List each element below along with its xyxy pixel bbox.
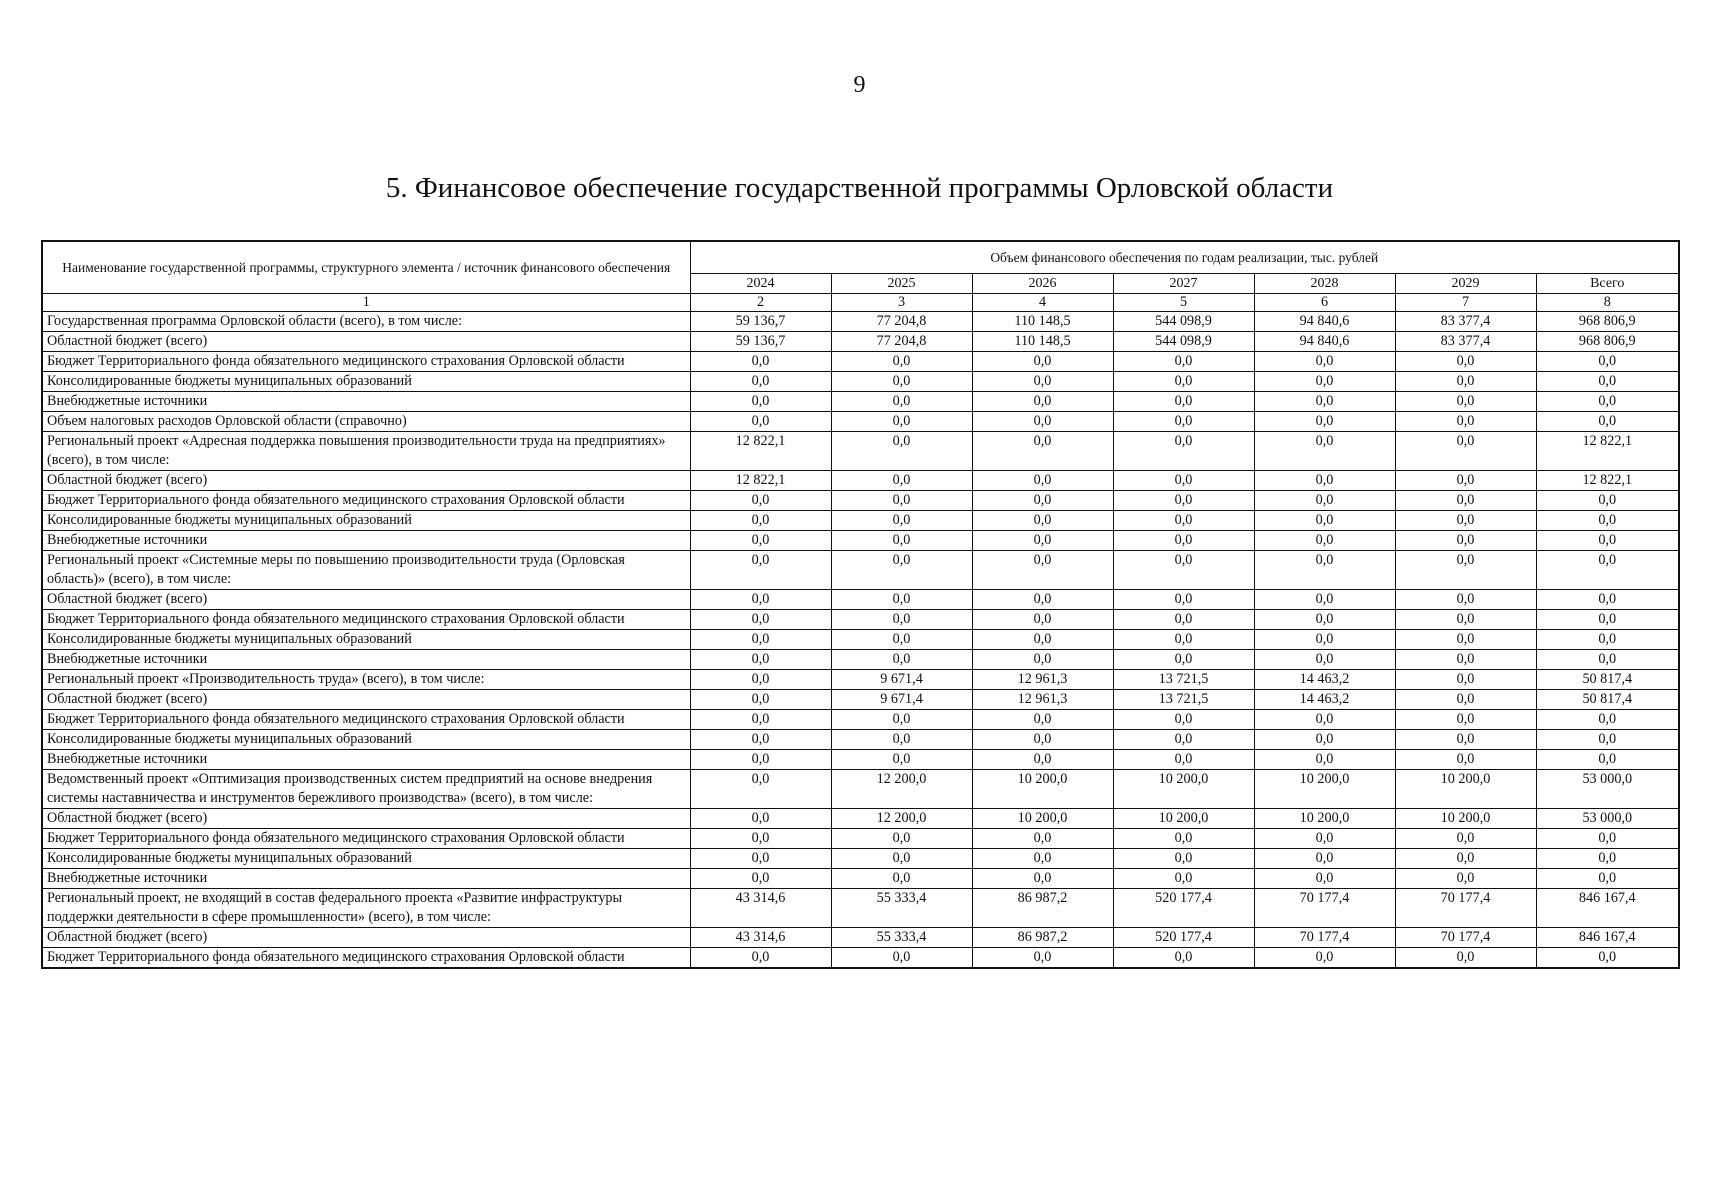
total-value-cell: 0,0 (1536, 372, 1679, 392)
value-cell: 0,0 (972, 372, 1113, 392)
table-row (42, 730, 1679, 750)
value-cell: 12 961,3 (972, 670, 1113, 690)
value-cell: 0,0 (1254, 829, 1395, 849)
row-name-cell: Консолидированные бюджеты муниципальных образований (42, 849, 690, 869)
value-cell: 43 314,6 (690, 928, 831, 948)
total-value-cell: 0,0 (1536, 392, 1679, 412)
value-cell: 10 200,0 (1254, 770, 1395, 809)
value-cell: 0,0 (1395, 948, 1536, 969)
value-cell: 0,0 (690, 829, 831, 849)
page-title: 5. Финансовое обеспечение государственной программы Орловской области (385, 172, 1334, 204)
value-cell: 77 204,8 (831, 312, 972, 332)
value-cell: 12 822,1 (690, 471, 831, 491)
year-header: 2024 (690, 274, 831, 294)
value-cell: 13 721,5 (1113, 690, 1254, 710)
total-value-cell: 0,0 (1536, 750, 1679, 770)
value-cell: 0,0 (1395, 352, 1536, 372)
value-cell: 0,0 (690, 392, 831, 412)
value-cell: 14 463,2 (1254, 670, 1395, 690)
value-cell: 0,0 (972, 869, 1113, 889)
row-name-cell: Областной бюджет (всего) (42, 928, 690, 948)
value-cell: 0,0 (1254, 948, 1395, 969)
table-row (42, 630, 1679, 650)
value-cell: 0,0 (1395, 511, 1536, 531)
value-cell: 0,0 (690, 869, 831, 889)
value-cell: 0,0 (690, 491, 831, 511)
value-cell: 520 177,4 (1113, 928, 1254, 948)
value-cell: 0,0 (690, 551, 831, 590)
table-row (42, 610, 1679, 630)
value-cell: 0,0 (1254, 412, 1395, 432)
value-cell: 0,0 (831, 352, 972, 372)
year-header: 2028 (1254, 274, 1395, 294)
value-cell: 86 987,2 (972, 928, 1113, 948)
table-row (42, 650, 1679, 670)
column-number: 5 (1113, 294, 1254, 312)
total-value-cell: 0,0 (1536, 869, 1679, 889)
value-cell: 0,0 (831, 412, 972, 432)
value-cell: 59 136,7 (690, 332, 831, 352)
value-cell: 77 204,8 (831, 332, 972, 352)
value-cell: 0,0 (972, 392, 1113, 412)
value-cell: 0,0 (1395, 432, 1536, 471)
value-cell: 83 377,4 (1395, 332, 1536, 352)
value-cell: 0,0 (1395, 630, 1536, 650)
page-number: 9 (853, 72, 866, 98)
value-cell: 0,0 (831, 730, 972, 750)
value-cell: 0,0 (1113, 491, 1254, 511)
row-name-cell: Консолидированные бюджеты муниципальных образований (42, 730, 690, 750)
value-cell: 10 200,0 (972, 770, 1113, 809)
value-cell: 0,0 (972, 432, 1113, 471)
value-cell: 0,0 (1113, 432, 1254, 471)
row-name-cell: Внебюджетные источники (42, 531, 690, 551)
value-cell: 110 148,5 (972, 312, 1113, 332)
value-cell: 0,0 (972, 531, 1113, 551)
value-cell: 0,0 (1113, 710, 1254, 730)
total-value-cell: 846 167,4 (1536, 928, 1679, 948)
header-name-cell: Наименование государственной программы, структурного элемента / источник финансового обеспечения (42, 241, 690, 294)
total-value-cell: 0,0 (1536, 412, 1679, 432)
year-header: 2027 (1113, 274, 1254, 294)
value-cell: 0,0 (831, 710, 972, 730)
table-row (42, 412, 1679, 432)
value-cell: 9 671,4 (831, 690, 972, 710)
value-cell: 110 148,5 (972, 332, 1113, 352)
value-cell: 0,0 (972, 750, 1113, 770)
row-name-cell: Региональный проект, не входящий в состав федерального проекта «Развитие инфраструктуры поддержки деятельности в сфере промышленности» (всего), в том числе: (42, 889, 690, 928)
value-cell: 10 200,0 (1113, 770, 1254, 809)
value-cell: 0,0 (1254, 610, 1395, 630)
value-cell: 0,0 (972, 491, 1113, 511)
value-cell: 70 177,4 (1254, 928, 1395, 948)
total-value-cell: 968 806,9 (1536, 312, 1679, 332)
value-cell: 0,0 (831, 849, 972, 869)
value-cell: 0,0 (1113, 630, 1254, 650)
value-cell: 0,0 (1113, 412, 1254, 432)
table-row (42, 332, 1679, 352)
value-cell: 520 177,4 (1113, 889, 1254, 928)
table-row (42, 432, 1679, 471)
value-cell: 0,0 (972, 352, 1113, 372)
value-cell: 0,0 (1254, 869, 1395, 889)
column-number: 6 (1254, 294, 1395, 312)
value-cell: 0,0 (1254, 630, 1395, 650)
value-cell: 0,0 (1395, 491, 1536, 511)
table-row (42, 590, 1679, 610)
table-body (42, 312, 1679, 969)
value-cell: 13 721,5 (1113, 670, 1254, 690)
column-number: 1 (42, 294, 690, 312)
value-cell: 0,0 (690, 610, 831, 630)
value-cell: 10 200,0 (1254, 809, 1395, 829)
value-cell: 0,0 (972, 610, 1113, 630)
value-cell: 0,0 (1254, 750, 1395, 770)
value-cell: 0,0 (690, 710, 831, 730)
value-cell: 0,0 (1395, 690, 1536, 710)
value-cell: 0,0 (1395, 869, 1536, 889)
value-cell: 0,0 (1113, 471, 1254, 491)
total-value-cell: 0,0 (1536, 849, 1679, 869)
value-cell: 0,0 (1395, 650, 1536, 670)
value-cell: 0,0 (1395, 849, 1536, 869)
value-cell: 0,0 (690, 590, 831, 610)
value-cell: 0,0 (972, 829, 1113, 849)
value-cell: 0,0 (1395, 730, 1536, 750)
total-value-cell: 50 817,4 (1536, 690, 1679, 710)
value-cell: 0,0 (972, 948, 1113, 969)
total-value-cell: 0,0 (1536, 829, 1679, 849)
value-cell: 0,0 (1254, 471, 1395, 491)
value-cell: 544 098,9 (1113, 312, 1254, 332)
value-cell: 94 840,6 (1254, 332, 1395, 352)
row-name-cell: Объем налоговых расходов Орловской области (справочно) (42, 412, 690, 432)
value-cell: 0,0 (1113, 650, 1254, 670)
value-cell: 0,0 (831, 511, 972, 531)
value-cell: 0,0 (690, 730, 831, 750)
value-cell: 0,0 (831, 869, 972, 889)
value-cell: 0,0 (831, 471, 972, 491)
value-cell: 0,0 (1395, 710, 1536, 730)
value-cell: 0,0 (972, 650, 1113, 670)
table-row (42, 948, 1679, 969)
total-value-cell: 0,0 (1536, 710, 1679, 730)
value-cell: 0,0 (1395, 412, 1536, 432)
value-cell: 0,0 (831, 372, 972, 392)
column-number: 8 (1536, 294, 1679, 312)
value-cell: 0,0 (1113, 352, 1254, 372)
value-cell: 0,0 (1113, 750, 1254, 770)
total-header: Всего (1536, 274, 1679, 294)
value-cell: 0,0 (1395, 829, 1536, 849)
value-cell: 10 200,0 (1113, 809, 1254, 829)
row-name-cell: Консолидированные бюджеты муниципальных образований (42, 372, 690, 392)
total-value-cell: 0,0 (1536, 590, 1679, 610)
total-value-cell: 53 000,0 (1536, 770, 1679, 809)
row-name-cell: Региональный проект «Адресная поддержка повышения производительности труда на предприятиях» (всего), в том числе: (42, 432, 690, 471)
row-name-cell: Областной бюджет (всего) (42, 809, 690, 829)
value-cell: 12 961,3 (972, 690, 1113, 710)
value-cell: 0,0 (1395, 590, 1536, 610)
value-cell: 43 314,6 (690, 889, 831, 928)
value-cell: 70 177,4 (1254, 889, 1395, 928)
table-row (42, 551, 1679, 590)
row-name-cell: Консолидированные бюджеты муниципальных образований (42, 511, 690, 531)
year-header: 2026 (972, 274, 1113, 294)
total-value-cell: 0,0 (1536, 531, 1679, 551)
value-cell: 0,0 (1254, 531, 1395, 551)
value-cell: 0,0 (1113, 829, 1254, 849)
total-value-cell: 0,0 (1536, 511, 1679, 531)
value-cell: 0,0 (1113, 511, 1254, 531)
value-cell: 12 200,0 (831, 770, 972, 809)
value-cell: 0,0 (1254, 491, 1395, 511)
row-name-cell: Бюджет Территориального фонда обязательного медицинского страхования Орловской области (42, 491, 690, 511)
value-cell: 0,0 (1254, 432, 1395, 471)
value-cell: 0,0 (1113, 551, 1254, 590)
column-number: 7 (1395, 294, 1536, 312)
value-cell: 0,0 (1113, 948, 1254, 969)
table-row (42, 352, 1679, 372)
row-name-cell: Внебюджетные источники (42, 750, 690, 770)
value-cell: 0,0 (831, 432, 972, 471)
value-cell: 0,0 (690, 511, 831, 531)
value-cell: 0,0 (831, 491, 972, 511)
year-header: 2029 (1395, 274, 1536, 294)
value-cell: 0,0 (1395, 531, 1536, 551)
row-name-cell: Областной бюджет (всего) (42, 690, 690, 710)
row-name-cell: Областной бюджет (всего) (42, 471, 690, 491)
value-cell: 0,0 (1395, 372, 1536, 392)
value-cell: 0,0 (1254, 392, 1395, 412)
financing-table (41, 240, 1680, 969)
value-cell: 0,0 (972, 630, 1113, 650)
value-cell: 0,0 (831, 948, 972, 969)
row-name-cell: Областной бюджет (всего) (42, 590, 690, 610)
total-value-cell: 0,0 (1536, 352, 1679, 372)
total-value-cell: 968 806,9 (1536, 332, 1679, 352)
row-name-cell: Областной бюджет (всего) (42, 332, 690, 352)
total-value-cell: 0,0 (1536, 730, 1679, 750)
row-name-cell: Бюджет Территориального фонда обязательного медицинского страхования Орловской области (42, 352, 690, 372)
value-cell: 0,0 (1254, 849, 1395, 869)
table-row (42, 889, 1679, 928)
value-cell: 0,0 (1113, 610, 1254, 630)
value-cell: 0,0 (1254, 650, 1395, 670)
value-cell: 0,0 (690, 750, 831, 770)
total-value-cell: 0,0 (1536, 491, 1679, 511)
value-cell: 0,0 (1254, 710, 1395, 730)
value-cell: 0,0 (972, 710, 1113, 730)
value-cell: 10 200,0 (1395, 770, 1536, 809)
value-cell: 0,0 (1254, 352, 1395, 372)
row-name-cell: Бюджет Территориального фонда обязательного медицинского страхования Орловской области (42, 710, 690, 730)
value-cell: 0,0 (1254, 730, 1395, 750)
column-number: 2 (690, 294, 831, 312)
table-row (42, 690, 1679, 710)
value-cell: 0,0 (690, 352, 831, 372)
total-value-cell: 0,0 (1536, 650, 1679, 670)
value-cell: 0,0 (1395, 471, 1536, 491)
row-name-cell: Региональный проект «Производительность труда» (всего), в том числе: (42, 670, 690, 690)
value-cell: 0,0 (1395, 610, 1536, 630)
value-cell: 0,0 (1254, 511, 1395, 531)
value-cell: 544 098,9 (1113, 332, 1254, 352)
table-row (42, 312, 1679, 332)
value-cell: 0,0 (831, 750, 972, 770)
table-row (42, 750, 1679, 770)
value-cell: 0,0 (1254, 551, 1395, 590)
value-cell: 0,0 (1113, 372, 1254, 392)
value-cell: 70 177,4 (1395, 889, 1536, 928)
value-cell: 55 333,4 (831, 928, 972, 948)
value-cell: 0,0 (972, 471, 1113, 491)
value-cell: 9 671,4 (831, 670, 972, 690)
value-cell: 59 136,7 (690, 312, 831, 332)
value-cell: 0,0 (690, 372, 831, 392)
total-value-cell: 0,0 (1536, 610, 1679, 630)
row-name-cell: Региональный проект «Системные меры по повышению производительности труда (Орловская область)» (всего), в том числе: (42, 551, 690, 590)
value-cell: 0,0 (831, 590, 972, 610)
value-cell: 0,0 (1113, 869, 1254, 889)
table-row (42, 670, 1679, 690)
total-value-cell: 50 817,4 (1536, 670, 1679, 690)
value-cell: 0,0 (831, 610, 972, 630)
table-row (42, 372, 1679, 392)
column-number-row (42, 294, 1679, 312)
total-value-cell: 53 000,0 (1536, 809, 1679, 829)
value-cell: 0,0 (690, 948, 831, 969)
value-cell: 0,0 (1113, 392, 1254, 412)
value-cell: 0,0 (831, 630, 972, 650)
value-cell: 0,0 (1395, 750, 1536, 770)
value-cell: 0,0 (831, 551, 972, 590)
value-cell: 0,0 (690, 849, 831, 869)
value-cell: 0,0 (1395, 670, 1536, 690)
value-cell: 94 840,6 (1254, 312, 1395, 332)
value-cell: 0,0 (831, 829, 972, 849)
value-cell: 0,0 (690, 690, 831, 710)
year-header: 2025 (831, 274, 972, 294)
value-cell: 0,0 (972, 730, 1113, 750)
table-row (42, 928, 1679, 948)
value-cell: 0,0 (690, 412, 831, 432)
column-number: 3 (831, 294, 972, 312)
row-name-cell: Бюджет Территориального фонда обязательного медицинского страхования Орловской области (42, 948, 690, 969)
table-row (42, 869, 1679, 889)
table-row (42, 392, 1679, 412)
value-cell: 10 200,0 (972, 809, 1113, 829)
value-cell: 12 822,1 (690, 432, 831, 471)
row-name-cell: Бюджет Территориального фонда обязательного медицинского страхования Орловской области (42, 829, 690, 849)
value-cell: 0,0 (1113, 849, 1254, 869)
value-cell: 70 177,4 (1395, 928, 1536, 948)
value-cell: 0,0 (831, 531, 972, 551)
value-cell: 14 463,2 (1254, 690, 1395, 710)
row-name-cell: Внебюджетные источники (42, 650, 690, 670)
value-cell: 0,0 (1113, 531, 1254, 551)
value-cell: 0,0 (690, 650, 831, 670)
value-cell: 0,0 (1113, 590, 1254, 610)
total-value-cell: 12 822,1 (1536, 471, 1679, 491)
header-volume-cell: Объем финансового обеспечения по годам реализации, тыс. рублей (690, 241, 1679, 274)
value-cell: 0,0 (690, 531, 831, 551)
row-name-cell: Государственная программа Орловской области (всего), в том числе: (42, 312, 690, 332)
total-value-cell: 0,0 (1536, 630, 1679, 650)
total-value-cell: 0,0 (1536, 551, 1679, 590)
total-value-cell: 846 167,4 (1536, 889, 1679, 928)
table-row (42, 770, 1679, 809)
value-cell: 0,0 (1254, 590, 1395, 610)
row-name-cell: Внебюджетные источники (42, 392, 690, 412)
table-row (42, 710, 1679, 730)
value-cell: 0,0 (690, 770, 831, 809)
row-name-cell: Консолидированные бюджеты муниципальных образований (42, 630, 690, 650)
value-cell: 0,0 (972, 590, 1113, 610)
value-cell: 0,0 (1113, 730, 1254, 750)
value-cell: 83 377,4 (1395, 312, 1536, 332)
value-cell: 10 200,0 (1395, 809, 1536, 829)
row-name-cell: Бюджет Территориального фонда обязательного медицинского страхования Орловской области (42, 610, 690, 630)
column-number: 4 (972, 294, 1113, 312)
value-cell: 0,0 (831, 392, 972, 412)
table-row (42, 511, 1679, 531)
value-cell: 0,0 (1254, 372, 1395, 392)
row-name-cell: Внебюджетные источники (42, 869, 690, 889)
value-cell: 0,0 (831, 650, 972, 670)
value-cell: 0,0 (972, 551, 1113, 590)
value-cell: 0,0 (690, 630, 831, 650)
value-cell: 0,0 (972, 412, 1113, 432)
value-cell: 55 333,4 (831, 889, 972, 928)
table-row (42, 491, 1679, 511)
table-row (42, 809, 1679, 829)
value-cell: 0,0 (972, 511, 1113, 531)
total-value-cell: 12 822,1 (1536, 432, 1679, 471)
total-value-cell: 0,0 (1536, 948, 1679, 969)
row-name-cell: Ведомственный проект «Оптимизация производственных систем предприятий на основе внедрения системы наставничества и инструментов бережливого производства» (всего), в том числе: (42, 770, 690, 809)
value-cell: 0,0 (690, 670, 831, 690)
value-cell: 0,0 (1395, 551, 1536, 590)
value-cell: 0,0 (1395, 392, 1536, 412)
value-cell: 0,0 (972, 849, 1113, 869)
table-row (42, 829, 1679, 849)
value-cell: 86 987,2 (972, 889, 1113, 928)
table-row (42, 471, 1679, 491)
table-row (42, 531, 1679, 551)
table-row (42, 849, 1679, 869)
value-cell: 0,0 (690, 809, 831, 829)
value-cell: 12 200,0 (831, 809, 972, 829)
